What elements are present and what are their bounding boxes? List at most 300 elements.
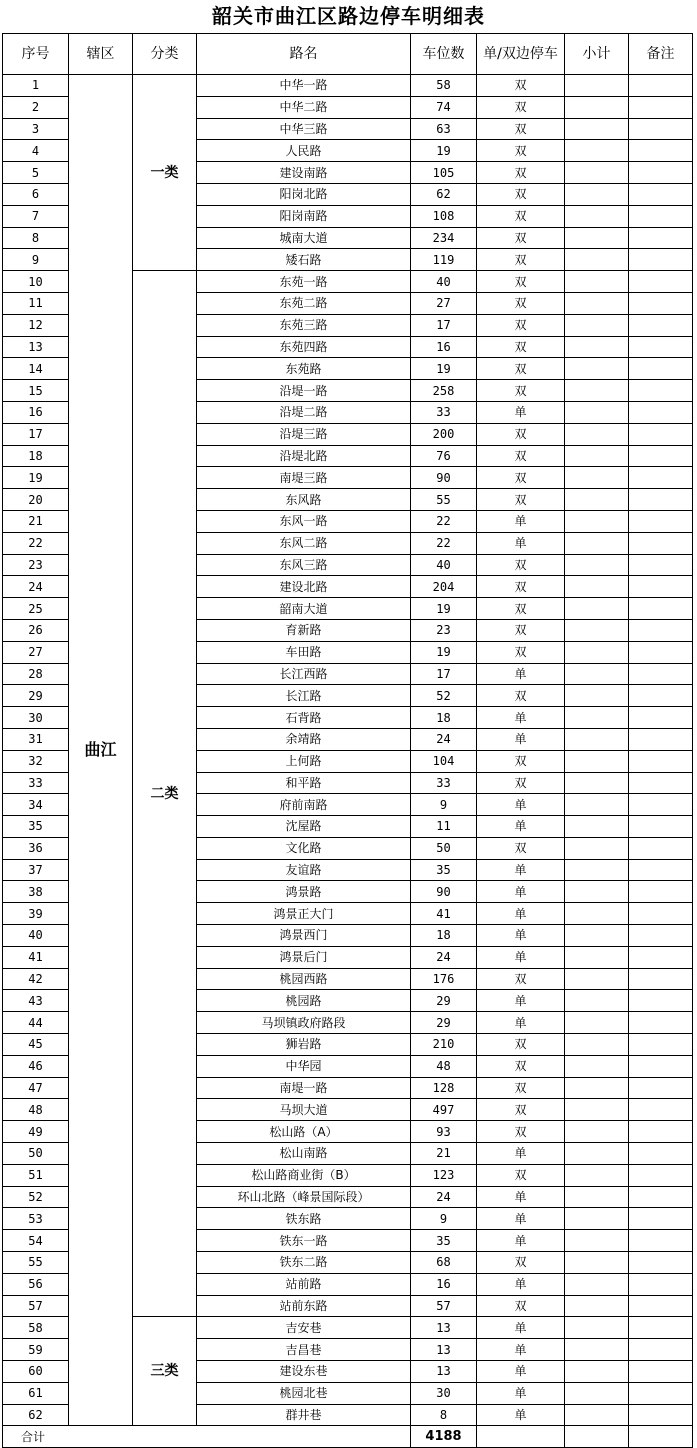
spaces-cell: 76 (411, 445, 477, 467)
road-cell: 东苑三路 (197, 314, 411, 336)
header-side: 单/双边停车 (477, 34, 565, 75)
spaces-cell: 93 (411, 1121, 477, 1143)
spaces-cell: 204 (411, 576, 477, 598)
spaces-cell: 13 (411, 1361, 477, 1383)
road-cell: 吉安巷 (197, 1317, 411, 1339)
subtotal-cell (565, 205, 629, 227)
remark-cell (629, 685, 693, 707)
road-cell: 松山南路 (197, 1143, 411, 1165)
spaces-cell: 57 (411, 1295, 477, 1317)
road-cell: 中华三路 (197, 118, 411, 140)
side-cell: 双 (477, 118, 565, 140)
side-cell: 单 (477, 990, 565, 1012)
side-cell: 单 (477, 1404, 565, 1426)
subtotal-cell (565, 554, 629, 576)
spaces-cell: 33 (411, 401, 477, 423)
remark-cell (629, 118, 693, 140)
remark-cell (629, 380, 693, 402)
remark-cell (629, 1099, 693, 1121)
seq-cell: 58 (3, 1317, 69, 1339)
road-cell: 马坝大道 (197, 1099, 411, 1121)
seq-cell: 33 (3, 772, 69, 794)
side-cell: 单 (477, 859, 565, 881)
road-cell: 桃园北巷 (197, 1382, 411, 1404)
spaces-cell: 13 (411, 1317, 477, 1339)
spaces-cell: 19 (411, 641, 477, 663)
header-seq: 序号 (3, 34, 69, 75)
seq-cell: 35 (3, 816, 69, 838)
remark-cell (629, 292, 693, 314)
subtotal-cell (565, 925, 629, 947)
side-cell: 单 (477, 881, 565, 903)
subtotal-cell (565, 183, 629, 205)
road-cell: 矮石路 (197, 249, 411, 271)
spaces-cell: 35 (411, 859, 477, 881)
remark-cell (629, 1164, 693, 1186)
seq-cell: 49 (3, 1121, 69, 1143)
subtotal-cell (565, 1034, 629, 1056)
spaces-cell: 35 (411, 1230, 477, 1252)
side-cell: 双 (477, 423, 565, 445)
spaces-cell: 17 (411, 314, 477, 336)
side-cell: 双 (477, 554, 565, 576)
subtotal-cell (565, 1208, 629, 1230)
seq-cell: 14 (3, 358, 69, 380)
subtotal-cell (565, 75, 629, 97)
side-cell: 双 (477, 467, 565, 489)
remark-cell (629, 1317, 693, 1339)
side-cell: 双 (477, 750, 565, 772)
remark-cell (629, 205, 693, 227)
road-cell: 东苑二路 (197, 292, 411, 314)
side-cell: 双 (477, 205, 565, 227)
seq-cell: 55 (3, 1252, 69, 1274)
remark-cell (629, 96, 693, 118)
spaces-cell: 52 (411, 685, 477, 707)
seq-cell: 52 (3, 1186, 69, 1208)
subtotal-cell (565, 1295, 629, 1317)
side-cell: 双 (477, 489, 565, 511)
remark-cell (629, 445, 693, 467)
spaces-cell: 74 (411, 96, 477, 118)
road-cell: 沿堤三路 (197, 423, 411, 445)
side-cell: 单 (477, 728, 565, 750)
seq-cell: 56 (3, 1273, 69, 1295)
side-cell: 双 (477, 1252, 565, 1274)
remark-cell (629, 990, 693, 1012)
category-cell: 二类 (133, 271, 197, 1317)
seq-cell: 30 (3, 707, 69, 729)
road-cell: 吉昌巷 (197, 1339, 411, 1361)
side-cell: 双 (477, 1164, 565, 1186)
subtotal-cell (565, 292, 629, 314)
table-row (3, 75, 693, 97)
spaces-cell: 258 (411, 380, 477, 402)
road-cell: 建设南路 (197, 162, 411, 184)
road-cell: 府前南路 (197, 794, 411, 816)
seq-cell: 39 (3, 903, 69, 925)
spaces-cell: 200 (411, 423, 477, 445)
road-cell: 站前路 (197, 1273, 411, 1295)
header-road: 路名 (197, 34, 411, 75)
side-cell: 单 (477, 510, 565, 532)
remark-cell (629, 641, 693, 663)
seq-cell: 40 (3, 925, 69, 947)
road-cell: 沿堤北路 (197, 445, 411, 467)
seq-cell: 50 (3, 1143, 69, 1165)
spaces-cell: 17 (411, 663, 477, 685)
subtotal-cell (565, 1012, 629, 1034)
category-cell: 三类 (133, 1317, 197, 1426)
subtotal-cell (565, 227, 629, 249)
subtotal-cell (565, 162, 629, 184)
seq-cell: 43 (3, 990, 69, 1012)
subtotal-cell (565, 707, 629, 729)
road-cell: 铁东二路 (197, 1252, 411, 1274)
seq-cell: 10 (3, 271, 69, 293)
road-cell: 东风二路 (197, 532, 411, 554)
subtotal-cell (565, 903, 629, 925)
subtotal-cell (565, 532, 629, 554)
subtotal-cell (565, 641, 629, 663)
total-subtotal-cell (565, 1426, 629, 1448)
side-cell: 双 (477, 772, 565, 794)
spaces-cell: 29 (411, 1012, 477, 1034)
side-cell: 双 (477, 1055, 565, 1077)
remark-cell (629, 619, 693, 641)
road-cell: 阳岗北路 (197, 183, 411, 205)
seq-cell: 25 (3, 598, 69, 620)
spaces-cell: 9 (411, 794, 477, 816)
spaces-cell: 108 (411, 205, 477, 227)
side-cell: 单 (477, 903, 565, 925)
remark-cell (629, 707, 693, 729)
side-cell: 单 (477, 794, 565, 816)
spaces-cell: 33 (411, 772, 477, 794)
subtotal-cell (565, 1143, 629, 1165)
side-cell: 双 (477, 576, 565, 598)
subtotal-cell (565, 271, 629, 293)
spaces-cell: 41 (411, 903, 477, 925)
spaces-cell: 18 (411, 925, 477, 947)
side-cell: 单 (477, 1382, 565, 1404)
subtotal-cell (565, 96, 629, 118)
remark-cell (629, 140, 693, 162)
spaces-cell: 22 (411, 532, 477, 554)
road-cell: 鸿景路 (197, 881, 411, 903)
seq-cell: 18 (3, 445, 69, 467)
road-cell: 东风一路 (197, 510, 411, 532)
seq-cell: 38 (3, 881, 69, 903)
road-cell: 马坝镇政府路段 (197, 1012, 411, 1034)
spaces-cell: 11 (411, 816, 477, 838)
remark-cell (629, 314, 693, 336)
subtotal-cell (565, 1404, 629, 1426)
subtotal-cell (565, 140, 629, 162)
seq-cell: 26 (3, 619, 69, 641)
road-cell: 站前东路 (197, 1295, 411, 1317)
side-cell: 单 (477, 663, 565, 685)
road-cell: 城南大道 (197, 227, 411, 249)
subtotal-cell (565, 946, 629, 968)
remark-cell (629, 772, 693, 794)
remark-cell (629, 554, 693, 576)
seq-cell: 60 (3, 1361, 69, 1383)
seq-cell: 15 (3, 380, 69, 402)
remark-cell (629, 925, 693, 947)
seq-cell: 4 (3, 140, 69, 162)
side-cell: 双 (477, 140, 565, 162)
side-cell: 双 (477, 249, 565, 271)
header-row (3, 34, 693, 75)
road-cell: 建设东巷 (197, 1361, 411, 1383)
subtotal-cell (565, 837, 629, 859)
seq-cell: 19 (3, 467, 69, 489)
road-cell: 文化路 (197, 837, 411, 859)
seq-cell: 6 (3, 183, 69, 205)
remark-cell (629, 1295, 693, 1317)
seq-cell: 51 (3, 1164, 69, 1186)
road-cell: 友谊路 (197, 859, 411, 881)
remark-cell (629, 1186, 693, 1208)
subtotal-cell (565, 881, 629, 903)
remark-cell (629, 968, 693, 990)
spaces-cell: 104 (411, 750, 477, 772)
road-cell: 南堤一路 (197, 1077, 411, 1099)
subtotal-cell (565, 685, 629, 707)
side-cell: 双 (477, 641, 565, 663)
spaces-cell: 40 (411, 271, 477, 293)
road-cell: 东苑一路 (197, 271, 411, 293)
subtotal-cell (565, 816, 629, 838)
remark-cell (629, 1077, 693, 1099)
spaces-cell: 40 (411, 554, 477, 576)
road-cell: 鸿景西门 (197, 925, 411, 947)
road-cell: 东风三路 (197, 554, 411, 576)
road-cell: 鸿景正大门 (197, 903, 411, 925)
side-cell: 双 (477, 1077, 565, 1099)
road-cell: 长江西路 (197, 663, 411, 685)
remark-cell (629, 1034, 693, 1056)
subtotal-cell (565, 598, 629, 620)
spaces-cell: 19 (411, 598, 477, 620)
seq-cell: 31 (3, 728, 69, 750)
seq-cell: 16 (3, 401, 69, 423)
side-cell: 双 (477, 96, 565, 118)
side-cell: 双 (477, 271, 565, 293)
seq-cell: 48 (3, 1099, 69, 1121)
spaces-cell: 123 (411, 1164, 477, 1186)
seq-cell: 53 (3, 1208, 69, 1230)
seq-cell: 3 (3, 118, 69, 140)
side-cell: 双 (477, 445, 565, 467)
road-cell: 松山路（A） (197, 1121, 411, 1143)
road-cell: 长江路 (197, 685, 411, 707)
road-cell: 石背路 (197, 707, 411, 729)
subtotal-cell (565, 358, 629, 380)
remark-cell (629, 1055, 693, 1077)
page-title: 韶关市曲江区路边停车明细表 (212, 4, 485, 28)
total-spaces: 4188 (411, 1426, 477, 1448)
subtotal-cell (565, 772, 629, 794)
subtotal-cell (565, 1121, 629, 1143)
side-cell: 单 (477, 1186, 565, 1208)
side-cell: 双 (477, 336, 565, 358)
seq-cell: 62 (3, 1404, 69, 1426)
subtotal-cell (565, 1273, 629, 1295)
road-cell: 松山路商业街（B） (197, 1164, 411, 1186)
seq-cell: 8 (3, 227, 69, 249)
spaces-cell: 55 (411, 489, 477, 511)
subtotal-cell (565, 380, 629, 402)
seq-cell: 45 (3, 1034, 69, 1056)
spaces-cell: 9 (411, 1208, 477, 1230)
side-cell: 单 (477, 1143, 565, 1165)
spaces-cell: 48 (411, 1055, 477, 1077)
subtotal-cell (565, 1186, 629, 1208)
spaces-cell: 497 (411, 1099, 477, 1121)
seq-cell: 37 (3, 859, 69, 881)
side-cell: 双 (477, 183, 565, 205)
side-cell: 双 (477, 968, 565, 990)
spaces-cell: 27 (411, 292, 477, 314)
remark-cell (629, 467, 693, 489)
spaces-cell: 16 (411, 1273, 477, 1295)
header-category: 分类 (133, 34, 197, 75)
remark-cell (629, 728, 693, 750)
remark-cell (629, 598, 693, 620)
side-cell: 双 (477, 619, 565, 641)
side-cell: 单 (477, 1012, 565, 1034)
subtotal-cell (565, 1339, 629, 1361)
remark-cell (629, 816, 693, 838)
side-cell: 双 (477, 1295, 565, 1317)
remark-cell (629, 227, 693, 249)
side-cell: 双 (477, 358, 565, 380)
remark-cell (629, 859, 693, 881)
spaces-cell: 176 (411, 968, 477, 990)
total-row (3, 1426, 693, 1448)
road-cell: 沈屋路 (197, 816, 411, 838)
road-cell: 育新路 (197, 619, 411, 641)
remark-cell (629, 663, 693, 685)
seq-cell: 46 (3, 1055, 69, 1077)
seq-cell: 61 (3, 1382, 69, 1404)
spaces-cell: 63 (411, 118, 477, 140)
subtotal-cell (565, 510, 629, 532)
road-cell: 鸿景后门 (197, 946, 411, 968)
spaces-cell: 24 (411, 946, 477, 968)
seq-cell: 57 (3, 1295, 69, 1317)
road-cell: 人民路 (197, 140, 411, 162)
spaces-cell: 29 (411, 990, 477, 1012)
spaces-cell: 210 (411, 1034, 477, 1056)
road-cell: 中华二路 (197, 96, 411, 118)
side-cell: 单 (477, 1230, 565, 1252)
seq-cell: 1 (3, 75, 69, 97)
spaces-cell: 128 (411, 1077, 477, 1099)
remark-cell (629, 183, 693, 205)
subtotal-cell (565, 467, 629, 489)
seq-cell: 23 (3, 554, 69, 576)
side-cell: 双 (477, 314, 565, 336)
side-cell: 单 (477, 532, 565, 554)
seq-cell: 44 (3, 1012, 69, 1034)
road-cell: 车田路 (197, 641, 411, 663)
side-cell: 单 (477, 1273, 565, 1295)
road-cell: 和平路 (197, 772, 411, 794)
seq-cell: 20 (3, 489, 69, 511)
seq-cell: 7 (3, 205, 69, 227)
subtotal-cell (565, 1164, 629, 1186)
subtotal-cell (565, 1099, 629, 1121)
road-cell: 桃园西路 (197, 968, 411, 990)
road-cell: 上何路 (197, 750, 411, 772)
subtotal-cell (565, 336, 629, 358)
seq-cell: 42 (3, 968, 69, 990)
spaces-cell: 8 (411, 1404, 477, 1426)
remark-cell (629, 1208, 693, 1230)
remark-cell (629, 75, 693, 97)
subtotal-cell (565, 968, 629, 990)
seq-cell: 41 (3, 946, 69, 968)
spaces-cell: 62 (411, 183, 477, 205)
road-cell: 铁东路 (197, 1208, 411, 1230)
seq-cell: 2 (3, 96, 69, 118)
road-cell: 建设北路 (197, 576, 411, 598)
header-spaces: 车位数 (411, 34, 477, 75)
spaces-cell: 58 (411, 75, 477, 97)
remark-cell (629, 1143, 693, 1165)
total-label: 合计 (3, 1426, 411, 1448)
seq-cell: 12 (3, 314, 69, 336)
seq-cell: 32 (3, 750, 69, 772)
seq-cell: 36 (3, 837, 69, 859)
side-cell: 单 (477, 925, 565, 947)
side-cell: 双 (477, 227, 565, 249)
remark-cell (629, 1252, 693, 1274)
spaces-cell: 19 (411, 140, 477, 162)
road-cell: 桃园路 (197, 990, 411, 1012)
remark-cell (629, 1273, 693, 1295)
subtotal-cell (565, 794, 629, 816)
subtotal-cell (565, 1382, 629, 1404)
remark-cell (629, 358, 693, 380)
spaces-cell: 18 (411, 707, 477, 729)
side-cell: 双 (477, 75, 565, 97)
remark-cell (629, 946, 693, 968)
spaces-cell: 22 (411, 510, 477, 532)
road-cell: 环山北路（峰景国际段） (197, 1186, 411, 1208)
subtotal-cell (565, 859, 629, 881)
seq-cell: 28 (3, 663, 69, 685)
side-cell: 单 (477, 1208, 565, 1230)
spaces-cell: 105 (411, 162, 477, 184)
seq-cell: 27 (3, 641, 69, 663)
side-cell: 双 (477, 292, 565, 314)
subtotal-cell (565, 750, 629, 772)
road-cell: 铁东一路 (197, 1230, 411, 1252)
total-remark-cell (629, 1426, 693, 1448)
side-cell: 双 (477, 380, 565, 402)
side-cell: 双 (477, 837, 565, 859)
road-cell: 韶南大道 (197, 598, 411, 620)
spaces-cell: 19 (411, 358, 477, 380)
seq-cell: 21 (3, 510, 69, 532)
road-cell: 沿堤二路 (197, 401, 411, 423)
spaces-cell: 24 (411, 728, 477, 750)
remark-cell (629, 510, 693, 532)
